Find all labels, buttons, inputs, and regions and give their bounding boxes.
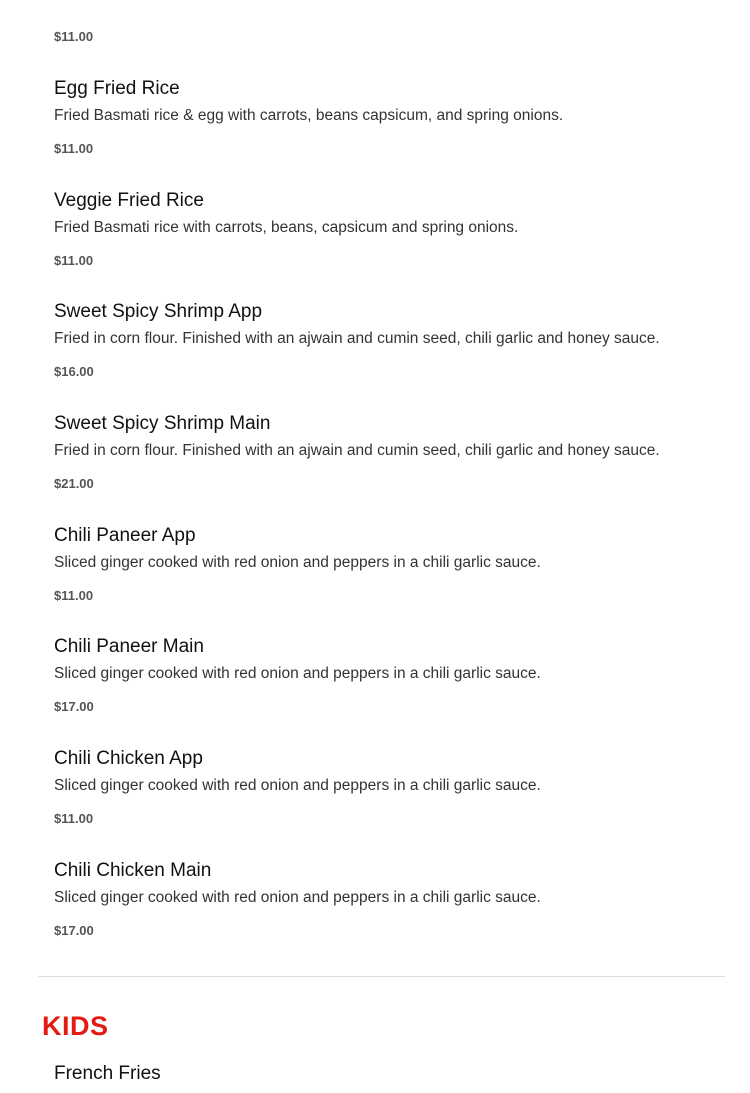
menu-item-price: $11.00 — [54, 141, 94, 156]
menu-item[interactable] — [54, 300, 734, 412]
menu-item-name: Chili Chicken Main — [54, 859, 212, 881]
menu-item-description: Sliced ginger cooked with red onion and peppers in a chili garlic sauce. — [54, 888, 541, 906]
menu-item-name: Chili Chicken App — [54, 748, 203, 770]
menu-item-name: Sweet Spicy Shrimp App — [54, 301, 263, 323]
menu-item-name: Chili Paneer App — [54, 524, 196, 546]
menu-item-description: Fried Basmati rice with carrots, beans, capsicum and spring onions. — [54, 218, 519, 236]
menu-item-price: $21.00 — [54, 476, 94, 492]
menu-item-description: Fried in corn flour. Finished with an ajwain and cumin seed, chili garlic and honey sauce. — [54, 442, 660, 460]
menu-item-price: $17.00 — [54, 922, 94, 938]
menu-item-name[interactable]: French Fries — [54, 1063, 161, 1084]
menu-item-price: $16.00 — [54, 364, 94, 380]
menu-item[interactable] — [54, 189, 734, 301]
menu-item-price: $11.00 — [54, 29, 94, 44]
menu-item[interactable] — [54, 524, 734, 636]
menu-item-description: Sliced ginger cooked with red onion and peppers in a chili garlic sauce. — [54, 553, 541, 571]
menu-item-name: Veggie Fried Rice — [54, 189, 204, 211]
menu-item-name: Chili Paneer Main — [54, 636, 204, 658]
menu-item-name: Egg Fried Rice — [54, 78, 180, 99]
menu-item-price: $11.00 — [54, 252, 94, 268]
menu-item-price: $11.00 — [54, 811, 94, 827]
menu-item-list — [54, 0, 734, 971]
section-divider — [38, 976, 725, 977]
section-title-kids: KIDS — [42, 1011, 109, 1041]
menu-item[interactable] — [54, 412, 734, 524]
menu-item[interactable] — [54, 747, 734, 859]
menu-item-price: $17.00 — [54, 699, 94, 715]
menu-item-name: Sweet Spicy Shrimp Main — [54, 413, 271, 435]
menu-item-description: Sliced ginger cooked with red onion and peppers in a chili garlic sauce. — [54, 777, 541, 795]
menu-item-description: Fried in corn flour. Finished with an ajwain and cumin seed, chili garlic and honey sauce. — [54, 330, 660, 348]
menu-item[interactable] — [54, 635, 734, 747]
menu-item[interactable] — [54, 859, 734, 971]
menu-item[interactable] — [54, 77, 734, 189]
menu-item-description: Sliced ginger cooked with red onion and peppers in a chili garlic sauce. — [54, 665, 541, 683]
menu-item-price: $11.00 — [54, 587, 94, 603]
menu-item-description: Fried Basmati rice & egg with carrots, beans capsicum, and spring onions. — [54, 107, 564, 124]
